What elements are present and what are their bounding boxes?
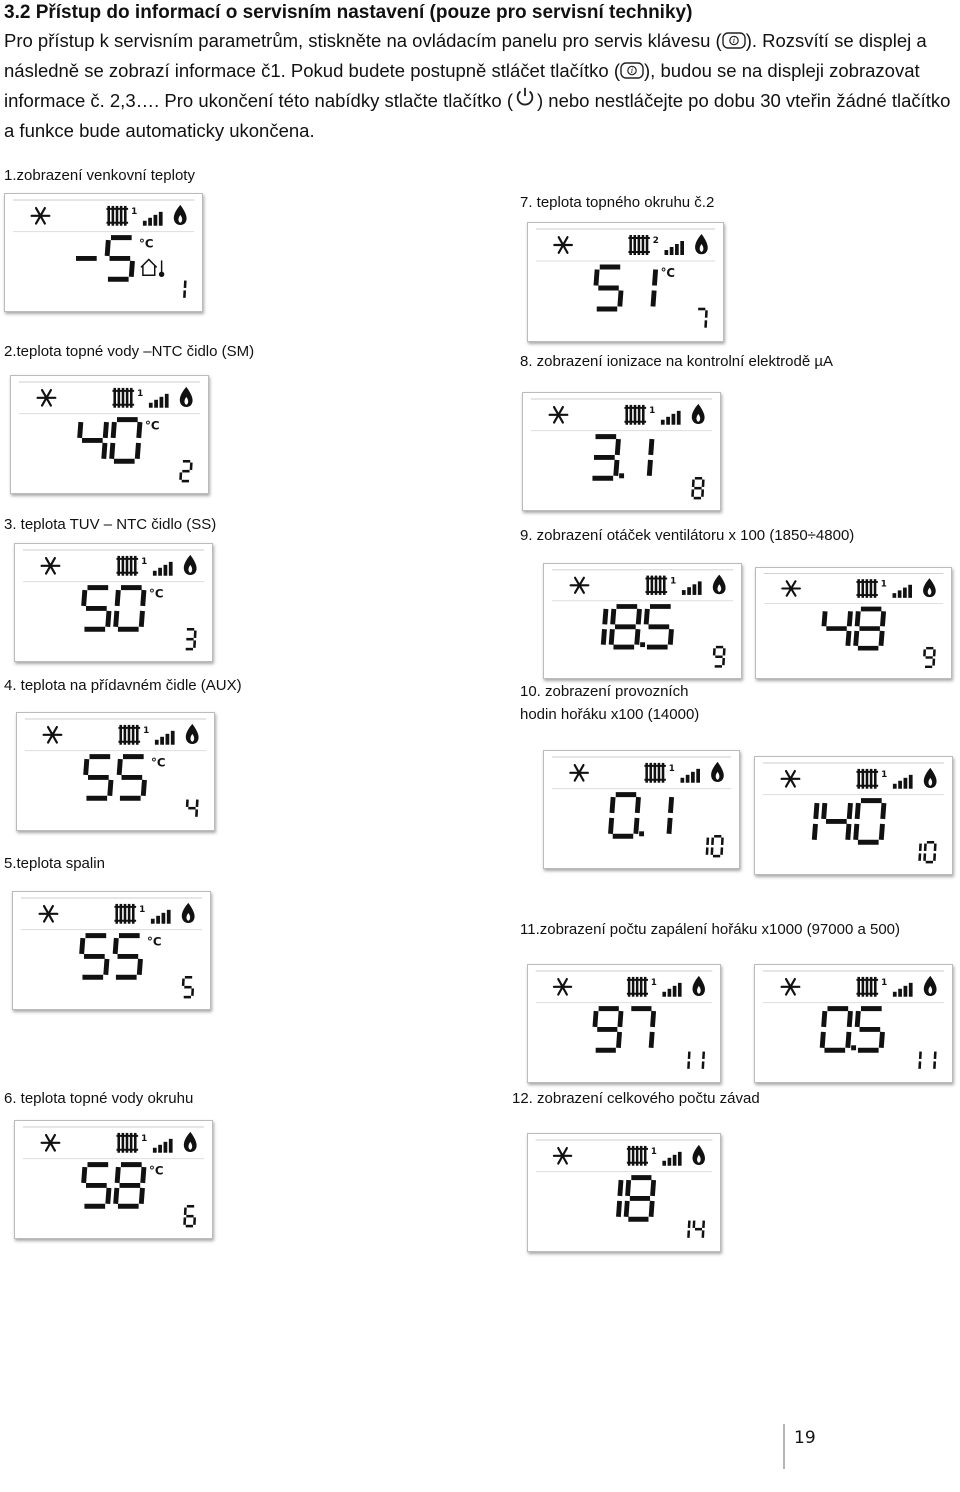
flame-icon — [174, 205, 187, 225]
display-10-burner-hours-a — [543, 750, 740, 869]
unit-label: °C — [148, 1163, 164, 1178]
radiator-icon — [856, 579, 877, 598]
radiator-icon — [116, 1133, 138, 1153]
lcd-main-value — [76, 238, 132, 280]
display-9-fan-speed-min — [543, 563, 742, 679]
display-10-burner-hours-b — [754, 756, 953, 875]
lcd-main-value — [618, 1178, 653, 1220]
lcd-panel-graphic — [755, 965, 952, 1082]
lcd-panel-graphic — [528, 965, 720, 1082]
radiator-icon — [114, 904, 136, 924]
circuit-number: 1 — [670, 576, 677, 587]
display-5-flue-gas-temp — [12, 891, 211, 1010]
lcd-panel-graphic — [523, 393, 720, 510]
display-12-fault-count — [527, 1133, 721, 1252]
lcd-main-value — [824, 609, 884, 648]
svg-text:i: i — [732, 37, 735, 45]
snowflake-icon — [782, 581, 800, 596]
flame-icon — [693, 1145, 705, 1165]
circuit-number: 1 — [141, 556, 148, 567]
intro-paragraph — [4, 26, 960, 146]
flame-icon — [692, 404, 705, 424]
radiator-icon — [644, 763, 665, 783]
circuit-number: 1 — [880, 579, 887, 590]
snowflake-icon — [782, 771, 800, 786]
lcd-panel-graphic — [528, 223, 723, 341]
snowflake-icon — [42, 558, 60, 573]
flame-icon — [186, 724, 199, 744]
unit-label: °C — [150, 755, 166, 770]
lcd-panel-graphic — [15, 544, 212, 661]
caption-8: 8. zobrazení ionizace na kontrolní elektrodě µA — [520, 353, 833, 370]
unit-label: °C — [660, 265, 676, 281]
lcd-info-index — [184, 281, 185, 298]
radiator-icon — [856, 769, 878, 789]
lcd-info-index — [707, 836, 723, 856]
circuit-number: 1 — [131, 206, 138, 217]
circuit-number: 1 — [137, 388, 144, 399]
lcd-panel-graphic — [755, 757, 952, 874]
unit-label: °C — [148, 586, 164, 601]
caption-10a: 10. zobrazení provozních — [520, 683, 689, 700]
radiator-icon — [112, 388, 134, 408]
snowflake-icon — [571, 578, 589, 593]
lcd-info-index — [688, 1052, 703, 1069]
page-number: 19 — [794, 1428, 816, 1448]
circuit-number: 2 — [652, 235, 659, 247]
flame-level-icon — [681, 769, 701, 783]
flame-icon — [713, 575, 726, 595]
caption-2: 2.teplota topné vody –NTC čidlo (SM) — [4, 343, 255, 360]
display-6-circuit-water-temp — [14, 1120, 213, 1239]
lcd-main-value — [603, 607, 671, 648]
flame-level-icon — [155, 731, 175, 745]
caption-7: 7. teplota topného okruhu č.2 — [520, 194, 715, 211]
info-key-icon — [722, 32, 746, 49]
lcd-main-value — [86, 757, 145, 799]
lcd-panel-graphic — [11, 376, 208, 493]
snowflake-icon — [550, 407, 568, 422]
svg-text:i: i — [630, 67, 634, 75]
lcd-info-index — [920, 842, 936, 862]
caption-9: 9. zobrazení otáček ventilátoru x 100 (1850÷4800) — [520, 527, 855, 544]
flame-level-icon — [661, 411, 681, 425]
circuit-number: 1 — [881, 769, 888, 780]
radiator-icon — [627, 977, 648, 997]
intro-text-3: ), budou se na displeji zobrazovat informace č. 2,3…. Pro ukončení této nabídky stlačte tlačítko ( — [4, 60, 920, 111]
flame-icon — [695, 234, 708, 254]
unit-label: °C — [144, 418, 160, 433]
lcd-info-index — [924, 648, 934, 667]
snowflake-icon — [40, 906, 58, 921]
lcd-panel-graphic — [528, 1134, 720, 1251]
lcd-info-index — [688, 1221, 703, 1238]
circuit-number: 1 — [139, 904, 146, 915]
flame-level-icon — [893, 585, 913, 598]
display-4-aux-temp — [16, 712, 215, 831]
caption-12: 12. zobrazení celkového počtu závad — [512, 1090, 760, 1107]
caption-6: 6. teplota topné vody okruhu — [4, 1090, 194, 1107]
display-11-ignitions-a — [527, 964, 721, 1083]
lcd-info-index — [181, 461, 192, 481]
flame-icon — [184, 1132, 197, 1152]
flame-icon — [924, 768, 937, 788]
radiator-icon — [624, 405, 646, 425]
flame-level-icon — [893, 983, 913, 997]
flame-level-icon — [665, 241, 685, 255]
circuit-number: 1 — [649, 405, 656, 416]
intro-text-4: ) nebo nestláčejte po dobu 30 vteřin žádné tlačítko a funkce bude automaticky ukončena. — [4, 90, 951, 141]
lcd-info-index — [698, 309, 706, 328]
lcd-info-index — [183, 977, 193, 997]
lcd-panel-graphic — [544, 564, 741, 678]
flame-level-icon — [143, 212, 163, 226]
radiator-icon — [645, 576, 667, 595]
circuit-number: 1 — [881, 977, 888, 988]
radiator-icon — [856, 977, 878, 997]
circuit-number: 1 — [650, 977, 657, 988]
caption-3: 3. teplota TUV – NTC čidlo (SS) — [4, 516, 217, 533]
lcd-info-index — [187, 800, 197, 817]
flame-level-icon — [662, 983, 681, 997]
display-3-dhw-temp — [14, 543, 213, 662]
display-7-circuit-2-temp — [527, 222, 724, 342]
radiator-icon — [116, 556, 138, 576]
lcd-info-index — [714, 647, 724, 666]
flame-icon — [693, 976, 705, 996]
snowflake-icon — [42, 1135, 60, 1150]
caption-1: 1.zobrazení venkovní teploty — [4, 167, 195, 184]
flame-icon — [184, 555, 197, 575]
snowflake-icon — [554, 1148, 571, 1163]
lcd-info-index — [693, 478, 704, 498]
display-11-ignitions-b — [754, 964, 953, 1083]
unit-label: °C — [138, 236, 154, 251]
caption-10b: hodin hořáku x100 (14000) — [520, 706, 700, 723]
caption-5: 5.teplota spalin — [4, 855, 105, 872]
snowflake-icon — [38, 390, 56, 405]
power-icon — [513, 86, 537, 108]
caption-11: 11.zobrazení počtu zapálení hořáku x1000 (97000 a 500) — [520, 921, 900, 938]
circuit-number: 1 — [668, 763, 675, 774]
section-heading: 3.2 Přístup do informací o servisním nastavení (pouze pro servisní techniky) — [4, 2, 693, 23]
circuit-number: 1 — [143, 725, 150, 736]
flame-icon — [924, 976, 937, 996]
lcd-main-value — [596, 267, 656, 309]
snowflake-icon — [44, 727, 62, 742]
radiator-icon — [627, 1146, 648, 1166]
lcd-main-value — [822, 1009, 882, 1051]
lcd-main-value — [610, 795, 671, 837]
flame-level-icon — [149, 394, 169, 408]
lcd-main-value — [84, 588, 144, 630]
lcd-info-index — [186, 629, 196, 649]
flame-level-icon — [893, 775, 913, 789]
display-9-fan-speed-max — [755, 567, 952, 679]
lcd-info-index — [185, 1206, 195, 1226]
display-2-heating-water-temp — [10, 375, 209, 494]
radiator-icon — [106, 206, 128, 226]
lcd-main-value — [814, 801, 884, 843]
lcd-panel-graphic — [17, 713, 214, 830]
page-number-divider — [783, 1424, 785, 1469]
lcd-panel-graphic — [5, 194, 202, 311]
lcd-main-value — [82, 936, 141, 978]
flame-level-icon — [153, 562, 173, 576]
snowflake-icon — [782, 979, 800, 994]
flame-icon — [182, 903, 195, 923]
snowflake-icon — [570, 765, 588, 780]
unit-label: °C — [146, 934, 162, 949]
snowflake-icon — [32, 208, 50, 223]
house-thermometer-icon — [141, 259, 164, 276]
caption-4: 4. teplota na přídavném čidle (AUX) — [4, 677, 242, 694]
flame-icon — [923, 578, 936, 597]
circuit-number: 1 — [141, 1133, 148, 1144]
snowflake-icon — [554, 237, 572, 253]
intro-text-2: ). Rozsvítí se displej a následně se zobrazí informace č1. Pokud budete postupně stláčet tlačítko ( — [4, 30, 927, 81]
display-8-ionization — [522, 392, 721, 511]
radiator-icon — [118, 725, 140, 745]
lcd-main-value — [80, 420, 140, 462]
display-1-outdoor-temp — [4, 193, 203, 312]
radiator-icon — [628, 235, 649, 255]
lcd-main-value — [595, 1009, 654, 1051]
lcd-main-value — [84, 1165, 144, 1207]
flame-level-icon — [662, 1152, 681, 1166]
flame-level-icon — [682, 581, 702, 595]
snowflake-icon — [554, 979, 571, 994]
lcd-info-index — [920, 1052, 936, 1069]
lcd-main-value — [592, 437, 651, 479]
info-key-icon — [620, 62, 644, 79]
circuit-number: 1 — [650, 1146, 657, 1157]
lcd-panel-graphic — [15, 1121, 212, 1238]
lcd-panel-graphic — [544, 751, 739, 868]
flame-icon — [711, 762, 724, 782]
lcd-panel-graphic — [756, 568, 951, 678]
intro-text-1: Pro přístup k servisním parametrům, stiskněte na ovládacím panelu pro servis klávesu ( — [4, 30, 722, 51]
lcd-panel-graphic — [13, 892, 210, 1009]
flame-level-icon — [153, 1139, 173, 1153]
flame-icon — [180, 387, 193, 407]
flame-level-icon — [151, 910, 171, 924]
